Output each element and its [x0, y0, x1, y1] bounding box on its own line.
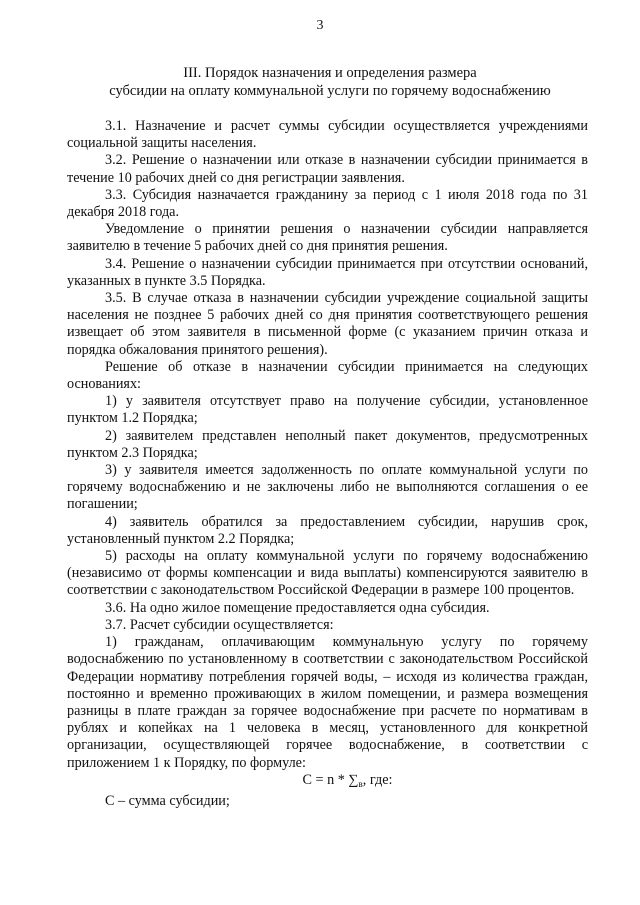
formula-subscript: в: [358, 778, 363, 789]
section-heading: [60, 64, 600, 100]
calc-item-1: 1) гражданам, оплачивающим коммунальную услугу по горячему водоснабжению по установленному в соответствии с законодательством Российской Федерации нормативу потребления горячей воды, – исходя из количества граждан, постоянно и временно проживающих в жилом помещении, и размера возмещения разницы в плате граждан за горячее водоснабжение при расчете по нормативам в рублях и копейках на 1 человека в месяц, установленного для конкретной организации, осуществляющей горячее водоснабжение, в соответствии с приложением 1 к Порядку, по формуле:: [67, 634, 588, 771]
paragraph-3-5: 3.5. В случае отказа в назначении субсидии учреждение социальной защиты населения не позднее 5 рабочих дней со дня принятия соответствующего решения извещает об этом заявителя в письменной форме (с указанием причин отказа и порядка обжалования принятого решения).: [67, 290, 588, 358]
section-heading-line-2: субсидии на оплату коммунальной услуги по горячему водоснабжению: [109, 83, 551, 99]
list-item-2: 2) заявителем представлен неполный пакет документов, предусмотренных пунктом 2.3 Порядка;: [67, 427, 588, 461]
section-heading-line-1: III. Порядок назначения и определения размера: [183, 65, 477, 81]
paragraph-3-1: 3.1. Назначение и расчет суммы субсидии осуществляется учреждениями социальной защиты населения.: [67, 118, 588, 152]
page-number: 3: [316, 18, 324, 33]
formula-suffix: , где:: [362, 771, 393, 788]
list-item-5: 5) расходы на оплату коммунальной услуги по горячему водоснабжению (независимо от формы компенсации и вида выплаты) компенсируются заявителю в соответствии с законодательством Российской Федерации в размере 100 процентов.: [67, 548, 588, 599]
paragraph-3-2: 3.2. Решение о назначении или отказе в назначении субсидии принимается в течение 10 рабочих дней со дня регистрации заявления.: [67, 152, 588, 186]
paragraph-notification: Уведомление о принятии решения о назначении субсидии направляется заявителю в течение 5 рабочих дней со дня принятия решения.: [67, 221, 588, 255]
paragraph-3-4: 3.4. Решение о назначении субсидии принимается при отсутствии оснований, указанных в пункте 3.5 Порядка.: [67, 255, 588, 289]
list-item-4: 4) заявитель обратился за предоставлением субсидии, нарушив срок, установленный пунктом 2.2 Порядка;: [67, 513, 588, 547]
paragraph-3-7: 3.7. Расчет субсидии осуществляется:: [105, 616, 334, 633]
subsidy-formula: [67, 772, 588, 793]
list-item-1: 1) у заявителя отсутствует право на получение субсидии, установленное пунктом 1.2 Порядка;: [67, 393, 588, 427]
list-item-3: 3) у заявителя имеется задолженность по оплате коммунальной услуги по горячему водоснабжению и не заключены либо не выполняются соглашения о ее погашении;: [67, 462, 588, 513]
paragraph-3-6: 3.6. На одно жилое помещение предоставляется одна субсидия.: [105, 599, 490, 616]
definition-c: С – сумма субсидии;: [105, 792, 230, 809]
paragraph-3-3: 3.3. Субсидия назначается гражданину за период с 1 июля 2018 года по 31 декабря 2018 года.: [67, 186, 588, 221]
formula-main: С = n * ∑: [302, 771, 359, 788]
document-body: [67, 118, 588, 810]
paragraph-refusal-grounds: Решение об отказе в назначении субсидии принимается на следующих основаниях:: [67, 358, 588, 393]
